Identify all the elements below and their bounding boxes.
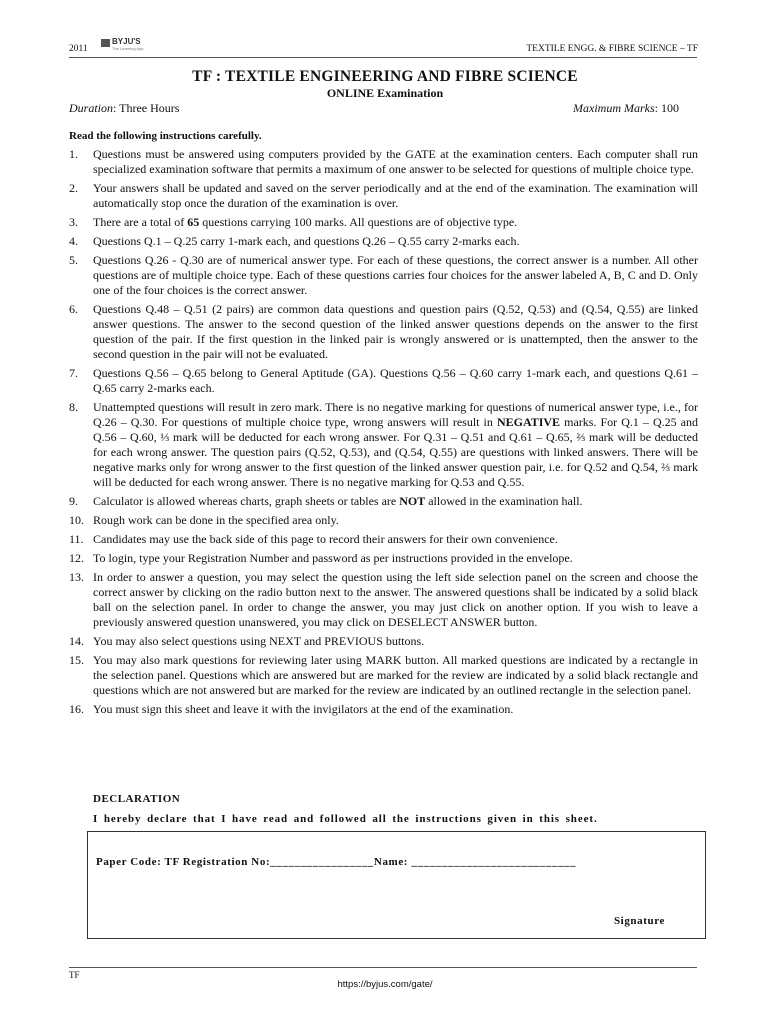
list-item — [69, 215, 698, 230]
instructions-list — [69, 147, 698, 721]
item-text: Questions Q.56 – Q.65 belong to General Aptitude (GA). Questions Q.56 – Q.60 carry 1-mark each, and questions Q.61 – Q.65 carry 2-marks each. — [93, 366, 698, 395]
list-item — [69, 494, 698, 509]
item-text: Your answers shall be updated and saved on the server periodically and at the end of the examination. The examination will automatically stop once the duration of the examination is over. — [93, 181, 698, 210]
duration — [69, 101, 179, 116]
item-text: Candidates may use the back side of this page to record their answers for their own convenience. — [93, 532, 558, 546]
header-divider — [69, 57, 697, 58]
instructions-intro: Read the following instructions carefully. — [69, 130, 262, 142]
byjus-logo — [101, 38, 144, 51]
item-text — [93, 494, 698, 509]
list-item — [69, 147, 698, 177]
item-number: 6. — [69, 302, 78, 316]
signature-label: Signature — [613, 915, 665, 927]
duration-label: Duration — [69, 101, 114, 115]
declaration-heading: DECLARATION — [93, 793, 181, 805]
logo-subtext: The Learning App — [112, 46, 144, 51]
list-item — [69, 513, 698, 528]
item-text — [93, 215, 698, 230]
item-text: Questions Q.48 – Q.51 (2 pairs) are common data questions and question pairs (Q.52, Q.53) and (Q.54, Q.55) are linked answer questions. The answer to the second question of the linked answer questions depends on the answer to the first question of the pair. If the first question in the linked pair is wrongly answered or is unattempted, then the answer to the second question in the pair will not be evaluated. — [93, 302, 698, 361]
item-number: 14. — [69, 634, 84, 648]
maximum-marks-value: : 100 — [654, 101, 679, 115]
item-number: 10. — [69, 513, 84, 527]
list-item — [69, 400, 698, 490]
list-item — [69, 570, 698, 630]
item-number: 8. — [69, 400, 78, 414]
item-text: You must sign this sheet and leave it with the invigilators at the end of the examination. — [93, 702, 514, 716]
item-number: 5. — [69, 253, 78, 267]
item-text: Questions Q.1 – Q.25 carry 1-mark each, and questions Q.26 – Q.55 carry 2-marks each. — [93, 234, 520, 248]
list-item — [69, 234, 698, 249]
footer-divider — [69, 967, 697, 968]
item-text-bold: NOT — [399, 494, 426, 508]
item-number: 7. — [69, 366, 78, 380]
item-text-bold: 65 — [187, 215, 200, 229]
item-text-part: allowed in the examination hall. — [425, 494, 583, 508]
item-text: Rough work can be done in the specified area only. — [93, 513, 339, 527]
item-text-part: Calculator is allowed whereas charts, graph sheets or tables are — [93, 494, 400, 508]
declaration-box — [87, 831, 706, 939]
list-item — [69, 634, 698, 649]
logo-mark-icon — [101, 39, 110, 47]
logo-text: BYJU'S — [112, 37, 141, 46]
item-number: 15. — [69, 653, 84, 667]
declaration-text: I hereby declare that I have read and followed all the instructions given in this sheet. — [93, 813, 598, 825]
item-number: 2. — [69, 181, 78, 195]
list-item — [69, 253, 698, 298]
item-text-part: questions carrying 100 marks. All questions are of objective type. — [199, 215, 518, 229]
list-item — [69, 181, 698, 211]
item-text: Questions Q.26 - Q.30 are of numerical answer type. For each of these questions, the correct answer is a number. All other questions are of multiple choice type. Each of these questions carries four choices for the answer labeled A, B, C and D. Only one of the four choices is the correct answer. — [93, 253, 698, 297]
footer-url: https://byjus.com/gate/ — [337, 979, 433, 990]
item-text: Questions must be answered using computers provided by the GATE at the examination centers. Each computer shall run specialized examination software that permits a maximum of one answer to be selected for questions of multiple choice type. — [93, 147, 698, 176]
header-subject: TEXTILE ENGG. & FIBRE SCIENCE – TF — [526, 44, 698, 54]
item-text: To login, type your Registration Number and password as per instructions provided in the envelope. — [93, 551, 573, 565]
item-number: 16. — [69, 702, 84, 716]
list-item — [69, 702, 698, 717]
item-text-part: There are a total of — [93, 215, 188, 229]
header-year: 2011 — [69, 44, 88, 54]
list-item — [69, 366, 698, 396]
item-number: 3. — [69, 215, 78, 229]
item-number: 13. — [69, 570, 84, 584]
duration-value: : Three Hours — [113, 101, 180, 115]
item-number: 11. — [69, 532, 84, 546]
list-item — [69, 532, 698, 547]
item-text — [93, 400, 698, 490]
item-number: 9. — [69, 494, 78, 508]
maximum-marks-label: Maximum Marks — [573, 101, 655, 115]
page-title: TF : TEXTILE ENGINEERING AND FIBRE SCIENCE — [192, 68, 578, 85]
list-item — [69, 302, 698, 362]
list-item — [69, 653, 698, 698]
footer-code: TF — [69, 970, 80, 980]
item-number: 1. — [69, 147, 78, 161]
item-text: You may also select questions using NEXT and PREVIOUS buttons. — [93, 634, 425, 648]
item-number: 12. — [69, 551, 84, 565]
item-text: In order to answer a question, you may select the question using the left side selection panel on the screen and choose the correct answer by clicking on the radio button next to the answer. The answered questions shall be indicated by a solid black ball on the selection panel. In order to change the answer, you may just click on another option. If you wish to leave a previously answered question unanswered, you may click on DESELECT ANSWER button. — [93, 570, 698, 629]
item-text: You may also mark questions for reviewing later using MARK button. All marked questions are indicated by a rectangle in the selection panel. Questions which are answered but are marked for the review are indicated by a solid black rectangle and questions which are not answered but are marked for the review are indicated by an outlined rectangle in the selection panel. — [93, 653, 698, 697]
item-number: 4. — [69, 234, 78, 248]
item-text-part: marks. For Q.1 – Q.25 and Q.56 – Q.60, ⅓ mark will be deducted for each wrong answer. For Q.31 – Q.51 and Q.61 – Q.65, ⅔ mark will be deducted for each wrong answer. The question pairs (Q.52, Q.53), and (Q.54, Q.55) are questions with linked answers. There will be negative marks only for wrong answer to the first question of the linked answer question pair, i.e. for Q.52 and Q.54, ⅔ mark will be deducted for each wrong answer. There is no negative marking for Q.53 and Q.55. — [93, 415, 698, 489]
item-text-part: Unattempted questions will result in zero mark. There is no negative marking for questions of numerical answer type, i.e., for Q.26 – Q.30. For questions of multiple choice type, wrong answers will result in — [93, 400, 698, 429]
item-text-bold: NEGATIVE — [496, 415, 561, 429]
maximum-marks — [573, 101, 679, 116]
paper-code-registration-line: Paper Code: TF Registration No:_________________Name: ___________________________ — [96, 856, 577, 868]
list-item — [69, 551, 698, 566]
page-subtitle: ONLINE Examination — [326, 86, 444, 100]
